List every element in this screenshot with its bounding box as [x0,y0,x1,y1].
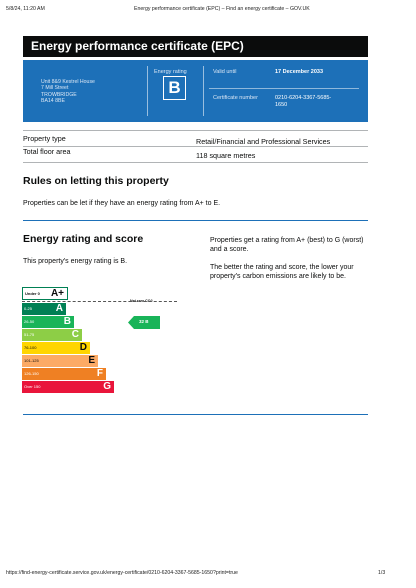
band-e [22,355,98,367]
certificate-number-label: Certificate number [213,95,258,101]
section-divider [23,414,368,415]
section-divider [23,220,368,221]
band-c [22,329,82,341]
band-e-range: 101-125 [24,358,39,363]
valid-until-value: 17 December 2033 [275,69,324,75]
address-line-3: TROWBRIDGE [41,91,77,98]
certificate-title: Energy performance certificate (EPC) [23,36,368,57]
band-a [22,303,66,315]
band-aplus-letter: A+ [50,288,64,299]
address-line-1: Unit 8&9 Kestrel House [41,79,95,85]
address-line-2: 7 Mill Street [41,85,69,92]
summary-rule [209,88,359,89]
rating-text: This property's energy rating is B. [23,258,128,265]
band-aplus-range: Under 0 [25,291,40,296]
band-e-letter: E [88,355,95,366]
net-zero-line [22,301,177,302]
certificate-summary-box [23,60,368,122]
print-page-number: 1/3 [378,570,386,576]
summary-divider-2 [203,66,204,116]
floor-area-label: Total floor area [23,147,71,156]
print-url: https://find-energy-certificate.service.gov.uk/energy-certificate/0210-6204-3367-5685-1650?print=true [6,570,238,576]
certificate-number-value: 0210-6204-3367-5685-1650 [275,95,332,108]
band-d-letter: D [79,342,87,353]
property-address [41,79,95,105]
divider [23,162,368,163]
valid-until-label: Valid until [213,69,237,75]
current-rating-marker [128,316,160,334]
band-b [22,316,74,328]
band-d [22,342,90,354]
band-g-letter: G [103,381,111,392]
band-aplus [22,287,68,300]
rating-heading: Energy rating and score [23,233,144,245]
letting-heading: Rules on letting this property [23,175,169,187]
energy-rating-letter: B [163,76,186,100]
property-type-value: Retail/Financial and Professional Services [196,137,331,146]
divider [23,130,368,131]
band-g-range: Over 150 [24,384,41,389]
net-zero-label: Net zero CO2 [130,299,153,303]
letting-text: Properties can be let if they have an energy rating from A+ to E. [23,200,221,207]
address-line-4: BA14 8BE [41,98,65,105]
epc-rating-chart [22,287,153,397]
band-b-letter: B [63,316,71,327]
summary-divider [147,66,148,116]
print-page-title: Energy performance certificate (EPC) – Find an energy certificate – GOV.UK [134,6,310,12]
band-f-letter: F [96,368,103,379]
band-c-range: 51-75 [24,332,35,337]
band-d-range: 76-100 [24,345,37,350]
divider [23,146,368,147]
band-f [22,368,106,380]
energy-rating-label: Energy rating [154,69,187,75]
band-f-range: 126-150 [24,371,39,376]
band-g [22,381,114,393]
band-b-range: 26-50 [24,319,35,324]
current-rating-label: 32 B [139,319,149,324]
property-type-label: Property type [23,134,66,143]
band-a-letter: A [55,303,63,314]
floor-area-value: 118 square metres [196,151,256,160]
band-c-letter: C [71,329,79,340]
band-a-range: 0-25 [24,306,33,311]
rating-better-text: The better the rating and score, the lower your property's carbon emissions are likely to be. [210,264,354,280]
print-datetime: 5/8/24, 11:20 AM [6,6,45,12]
rating-scale-text: Properties get a rating from A+ (best) to G (worst) and a score. [210,237,364,253]
